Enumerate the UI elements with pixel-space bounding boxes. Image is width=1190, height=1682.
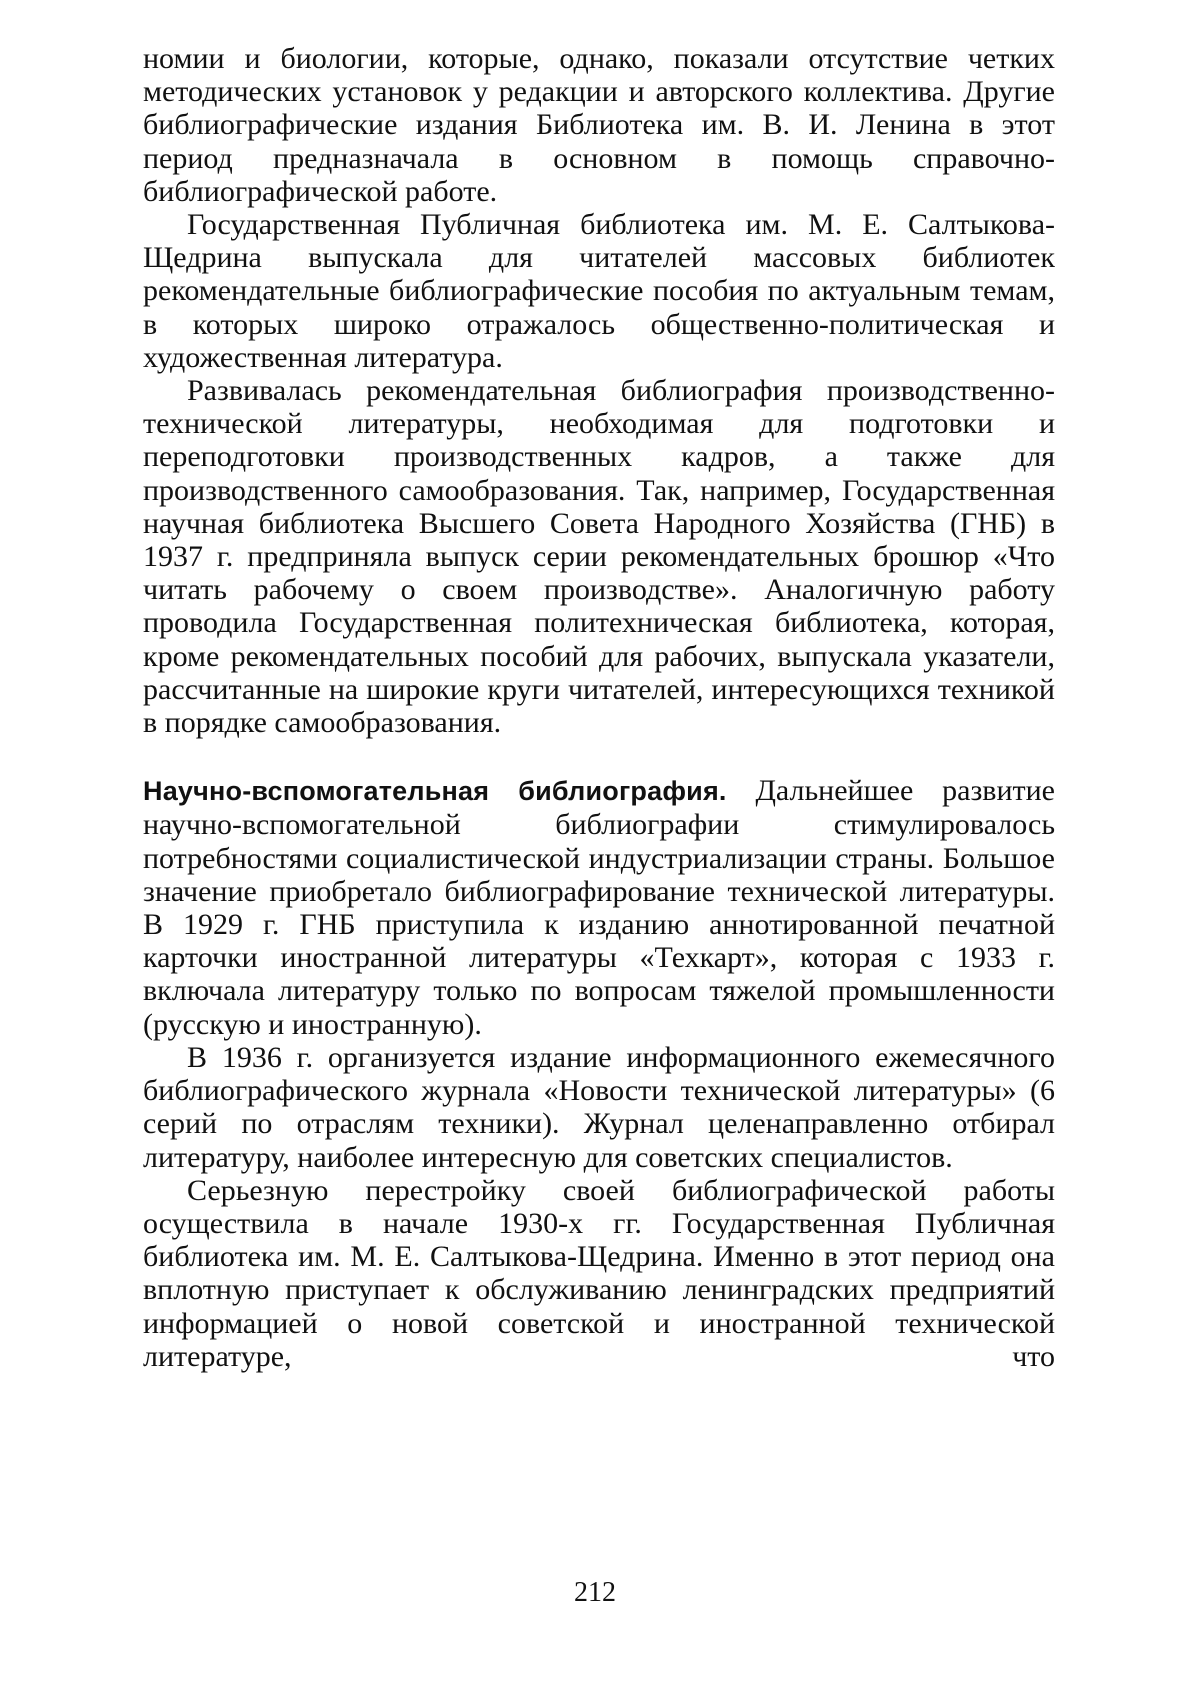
paragraph-2: Государственная Публичная библиотека им. М. Е. Салтыкова-Щедрина выпускала для читателей массовых библиотек рекомендательные библиографические пособия по актуальным темам, в которых широко отражалось общественно-политическая и художественная литература. [143,208,1055,374]
page-number: 212 [574,1577,616,1608]
paragraph-4-text: Дальнейшее развитие научно-вспомогательной библиографии стимулировалось потребностями социалистической индустриализации страны. Большое значение приобретало библиографирование технической литературы. В 1929 г. ГНБ приступила к изданию аннотированной печатной карточки иностранной литературы «Техкарт», которая с 1933 г. включала литературу только по вопросам тяжелой промышленности (русскую и иностранную). [143,774,1055,1041]
page-text [143,42,1055,1373]
paragraph-4 [143,774,1055,1041]
paragraph-6: Серьезную перестройку своей библиографической работы осуществила в начале 1930-х гг. Государственная Публичная библиотека им. М. Е. Салтыкова-Щедрина. Именно в этот период она вплотную приступает к обслуживанию ленинградских предприятий информацией о новой советской и иностранной технической литературе, что [143,1173,1055,1373]
paragraph-5: В 1936 г. организуется издание информационного ежемесячного библиографического журнала «Новости технической литературы» (6 серий по отраслям техники). Журнал целенаправленно отбирал литературу, наиболее интересную для советских специалистов. [143,1040,1055,1174]
section-heading: Научно-вспомогательная библиография. [143,776,727,807]
paragraph-1: номии и биологии, которые, однако, показали отсутствие четких методических установок у редакции и авторского коллектива. Другие библиографические издания Библиотека им. В. И. Ленина в этот период предназначала в основном в помощь справочно-библиографической работе. [143,42,1055,208]
paragraph-3: Развивалась рекомендательная библиография производственно-технической литературы, необходимая для подготовки и переподготовки производственных кадров, а также для производственного самообразования. Так, например, Государственная научная библиотека Высшего Совета Народного Хозяйства (ГНБ) в 1937 г. предприняла выпуск серии рекомендательных брошюр «Что читать рабочему о своем производстве». Аналогичную работу проводила Государственная политехническая библиотека, которая, кроме рекомендательных пособий для рабочих, выпускала указатели, рассчитанные на широкие круги читателей, интересующихся техникой в порядке самообразования. [143,374,1055,740]
